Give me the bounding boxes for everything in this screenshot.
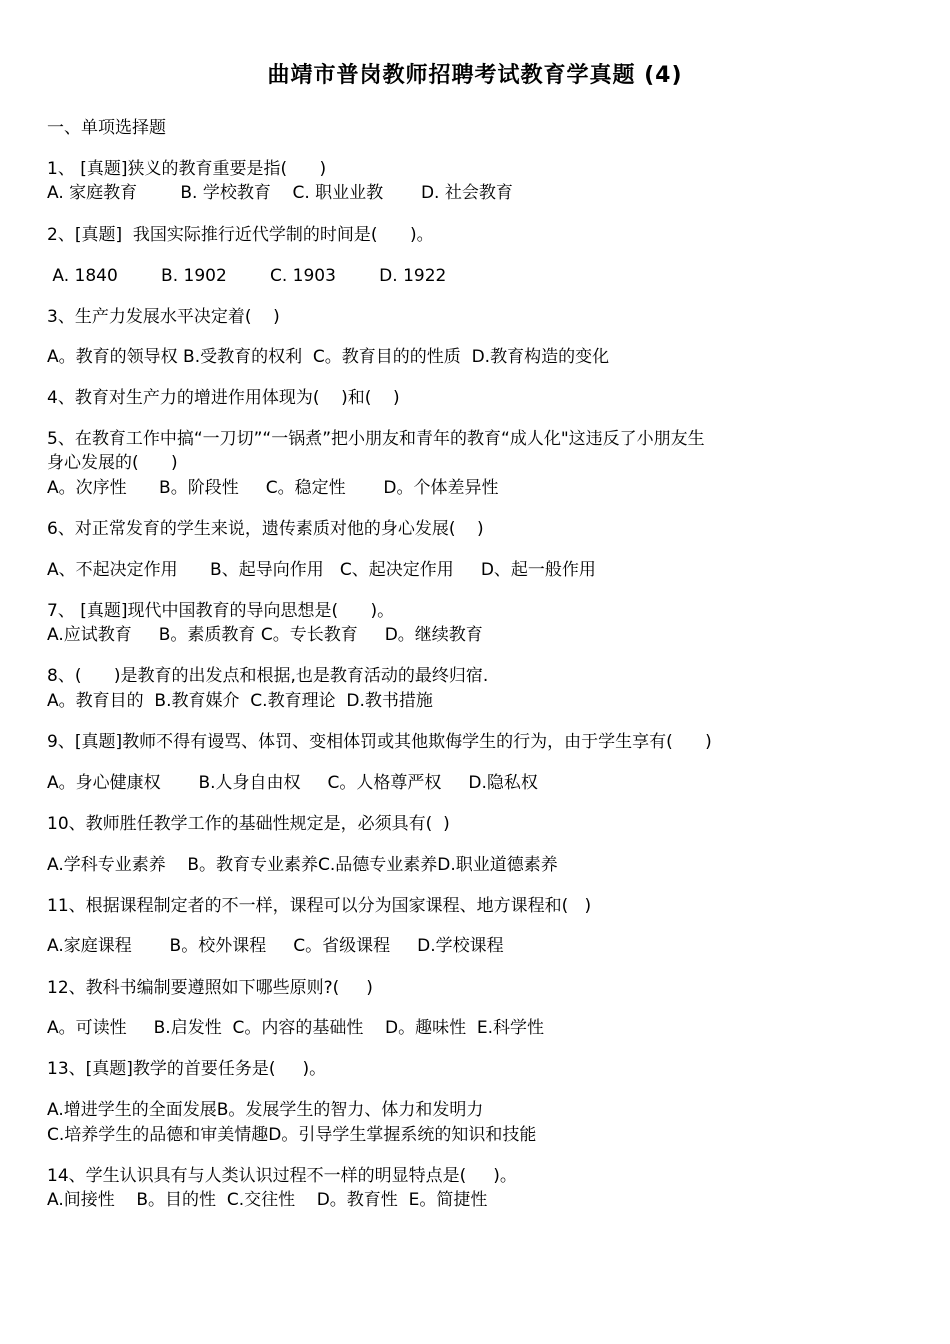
- question-7: 7、 [真题]现代中国教育的导向思想是( )。: [47, 601, 395, 621]
- question-1-options: A. 家庭教育 B. 学校教育 C. 职业业教 D. 社会教育: [47, 183, 513, 203]
- question-10: 10、教师胜任教学工作的基础性规定是，必须具有( ): [47, 814, 450, 834]
- question-9-options: A。身心健康权 B.人身自由权 C。人格尊严权 D.隐私权: [47, 773, 538, 793]
- question-5: 5、在教育工作中搞“一刀切”“一锅煮”把小朋友和青年的教育“成人化"这违反了小朋友生: [47, 429, 705, 449]
- question-9: 9、[真题]教师不得有谩骂、体罚、变相体罚或其他欺侮学生的行为，由于学生享有( ): [47, 732, 712, 752]
- question-14-options: A.间接性 B。目的性 C.交往性 D。教育性 E。简捷性: [47, 1190, 488, 1210]
- page-title: 曲靖市普岗教师招聘考试教育学真题 (4): [267, 63, 683, 88]
- question-12-options: A。可读性 B.启发性 C。内容的基础性 D。趣味性 E.科学性: [47, 1018, 545, 1038]
- question-3: 3、生产力发展水平决定着( ): [47, 307, 280, 327]
- question-2-options: A. 1840 B. 1902 C. 1903 D. 1922: [47, 266, 447, 286]
- question-2: 2、[真题] 我国实际推行近代学制的时间是( )。: [47, 225, 434, 245]
- question-8-options: A。教育目的 B.教育媒介 C.教育理论 D.教书措施: [47, 691, 433, 711]
- question-12: 12、教科书编制要遵照如下哪些原则?( ): [47, 978, 373, 998]
- question-6: 6、对正常发育的学生来说，遗传素质对他的身心发展( ): [47, 519, 484, 539]
- question-3-options: A。教育的领导权 B.受教育的权利 C。教育目的的性质 D.教育构造的变化: [47, 347, 610, 367]
- question-1: 1、 [真题]狭义的教育重要是指( ): [47, 159, 327, 179]
- question-11-options: A.家庭课程 B。校外课程 C。省级课程 D.学校课程: [47, 936, 504, 956]
- question-7-options: A.应试教育 B。素质教育 C。专长教育 D。继续教育: [47, 625, 483, 645]
- question-4: 4、教育对生产力的增进作用体现为( )和( ): [47, 388, 400, 408]
- question-6-options: A、不起决定作用 B、起导向作用 C、起决定作用 D、起一般作用: [47, 560, 596, 580]
- question-13: 13、[真题]教学的首要任务是( )。: [47, 1059, 327, 1079]
- section-heading: 一、单项选择题: [47, 118, 166, 138]
- question-11: 11、根据课程制定者的不一样，课程可以分为国家课程、地方课程和( ): [47, 896, 592, 916]
- question-13-options-continued: C.培养学生的品德和审美情趣D。引导学生掌握系统的知识和技能: [47, 1125, 537, 1145]
- question-5-continued: 身心发展的( ): [47, 453, 178, 473]
- question-14: 14、学生认识具有与人类认识过程不一样的明显特点是( )。: [47, 1166, 517, 1186]
- question-5-options: A。次序性 B。阶段性 C。稳定性 D。个体差异性: [47, 478, 499, 498]
- question-10-options: A.学科专业素养 B。教育专业素养C.品德专业素养D.职业道德素养: [47, 855, 558, 875]
- question-13-options: A.增进学生的全面发展B。发展学生的智力、体力和发明力: [47, 1100, 484, 1120]
- question-8: 8、( )是教育的出发点和根据,也是教育活动的最终归宿.: [47, 666, 489, 686]
